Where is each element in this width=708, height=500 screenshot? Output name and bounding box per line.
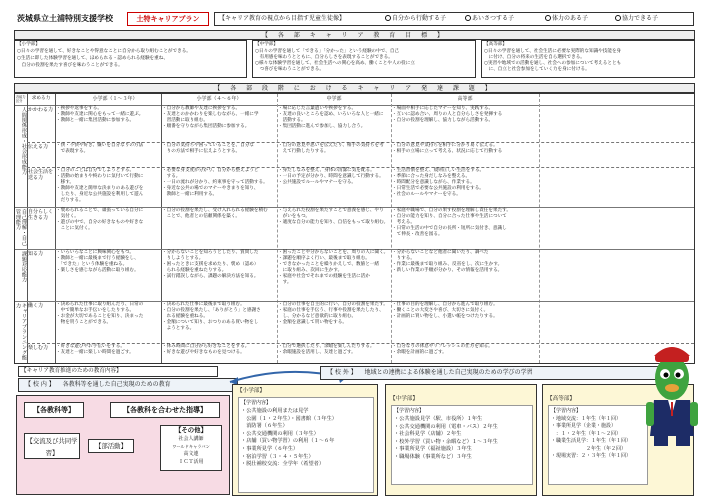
high-school-out-list <box>551 416 631 460</box>
ability-label: 知る力 <box>28 251 44 257</box>
task-line: ・与えられた役割を果たすことで意義を感じ、やり <box>278 208 384 213</box>
career-tasks-title: 【 各 部 段 階 に お け る キ ャ リ ア 発 達 課 題 】 <box>14 83 695 93</box>
task-line: ・相手の立場に立って考える、状況に応じて行動する <box>392 149 503 155</box>
task-line: ・自分の役割を理解し、協力しながら活動する。 <box>392 118 494 124</box>
task-line: ・自分のことは自分でしようとする。 <box>56 168 135 173</box>
task-line: 考える。 <box>392 220 415 226</box>
elementary-goal-title: 【小学部】 <box>17 42 40 47</box>
task-line: ・仕事の目的を理解し、自分から進んで取り組む。 <box>392 302 498 307</box>
task-line: ・計画的に買い物をし、小遣い帳をつけたりする。 <box>392 314 498 320</box>
combined-instruction-box: 【各教科を合わせた指導】 <box>110 402 220 418</box>
junior-high-goal-line: 有用感を味わうとともに、自分らしさを表現することができる。 <box>255 55 393 60</box>
category-label: 人間関係形成・社会形成能力 <box>21 107 27 175</box>
student-vision-box <box>214 12 694 26</box>
goal-2: あいさつする子 <box>465 15 514 23</box>
task-cell <box>278 143 390 166</box>
task-line: ・公共施設でルールやマナーを守る。 <box>278 180 357 186</box>
task-cell <box>392 250 538 300</box>
task-cell <box>56 208 160 248</box>
task-line: で表現する。 <box>56 149 89 155</box>
ability-label: 伝える力 <box>28 144 49 150</box>
task-line: ・場面や相手に応じたマナーを知り、実践する。 <box>392 106 494 111</box>
junior-high-goal-line: ○様々な体験学習を通して、社会生活への関心を高め、働くことや人の役に立 <box>255 61 415 66</box>
elementary-out-content <box>238 397 374 493</box>
education-content-title: 【キャリア教育推進のための教育内容】 <box>18 366 218 377</box>
task-line: りしようとする。 <box>162 256 204 262</box>
content-item: ２年生（年２回） <box>551 445 627 452</box>
content-item: ：１・２年生（年１～２回） <box>551 430 622 437</box>
other-item: 高文連 <box>183 451 199 457</box>
ability-label: 働く力 <box>28 303 44 309</box>
content-item: ・社会科見学（店舗）２年生 <box>394 431 462 438</box>
task-line: に取り組み、次回に生かす。 <box>278 268 343 274</box>
goal-4: 協力できる子 <box>615 15 658 23</box>
task-cell <box>56 106 160 141</box>
elementary-goal-line: ○生活に即した体験学習を通して、ほめられる・認められる経験を重ね、 <box>17 56 168 61</box>
high-school-goal-title: 【高等部】 <box>484 42 507 47</box>
task-line: 中で簡単なお手伝いをしたりする。 <box>56 308 135 314</box>
task-line: ・働くことの大変さや喜び、大切さに気付く。 <box>392 308 489 314</box>
task-cell <box>392 302 538 342</box>
task-line: ・自分から教師や友達に挨拶をする。 <box>162 106 241 111</box>
task-line: す。 <box>278 280 292 286</box>
task-line: ・友達の良いところを認め、いろいろな人と一緒に <box>278 112 384 118</box>
task-cell <box>392 344 538 362</box>
column-divider <box>27 94 28 363</box>
task-cell <box>162 250 276 300</box>
high-school-goal-line: に、自立と社会参加をしていく力を身に付ける。 <box>484 67 590 72</box>
in-school-desc: 各教科等を通した自己実現のための教育 <box>62 381 171 388</box>
task-line: れる経験を重ねる。 <box>162 314 208 320</box>
mascot-illustration <box>640 340 704 452</box>
task-line: ・季節に合った身だしなみを整える。 <box>392 174 471 180</box>
content-item: ・脱仕補校交流：全学年（希望者） <box>241 461 325 468</box>
task-line: えて行動したりする。 <box>278 149 329 155</box>
task-line: ・快・不快や好き、嫌いを自分なりの方法 <box>56 143 144 148</box>
task-line: ・活動の始まりや終わりに気付いて行動に <box>56 174 144 180</box>
task-line: 気付く。 <box>56 214 79 220</box>
task-cell <box>162 208 276 248</box>
task-line: ・褒められることで、頑張っている自分に <box>56 208 144 213</box>
task-line: ・楽しさを感じながら活動に取り組む。 <box>56 268 139 274</box>
task-cell <box>162 302 276 342</box>
content-item: ・職業生活見学：１年生（年１回） <box>551 438 632 445</box>
task-line: て伸長・改善を図る。 <box>392 232 443 238</box>
career-goals-title: 【 各 部 キ ャ リ ア 教 育 目 標 】 <box>14 30 695 40</box>
grade-header: 高等部 <box>457 96 473 102</box>
content-item: ・校外学習（買い物・余暇など）１～３年生 <box>394 438 498 445</box>
task-line: ・日常生活で必要な公共施設の利用をする。 <box>392 186 484 192</box>
task-cell <box>278 302 390 342</box>
high-school-out-head: 【学習内容】 <box>551 408 582 414</box>
task-cell <box>278 208 390 248</box>
task-line: ・順番を守りながら集団活動に参加する。 <box>162 124 250 130</box>
task-line: ・自分の意見や思いを伝えたり、相手の気持ちを考 <box>278 143 384 148</box>
junior-high-out-panel <box>385 384 537 496</box>
task-cell <box>162 143 276 166</box>
task-line: ・好きな遊びや好きなものを見つける。 <box>162 350 245 356</box>
content-item: 消防署（６年生） <box>241 423 288 430</box>
task-line: ことに気付く。 <box>56 226 93 232</box>
ability-header: 求める力 <box>31 96 51 101</box>
task-line: りの方法で相手に伝えようとする。 <box>162 149 241 155</box>
task-line: ・自分の気持ちや困っていることを、自分な <box>162 143 254 148</box>
ability-label: 楽しむ力 <box>28 345 49 351</box>
task-line: ・生活習慣を整え、規則正しい生活をする。 <box>392 168 485 173</box>
task-line: ・決められた仕事に取り組んだり、日常の <box>56 302 144 307</box>
task-line: ・分からないことを知ろうとしたり、質問した <box>162 250 259 255</box>
task-cell <box>278 106 390 141</box>
task-line: ・困ったときに支援を求めたり、褒め（認め） <box>162 262 259 268</box>
task-line: ・試行錯誤しながら、課題の解決方法を知る。 <box>162 274 259 280</box>
content-item: 公園（１・２年生）・図書館（３年生） <box>241 415 337 422</box>
content-item: ・宿泊学習（３・４・５年生） <box>241 453 314 460</box>
career-plan-badge: 土特キャリアプラン <box>127 12 209 26</box>
task-line: ・家庭や職場で、自分の果す役割を理解し責任を果たす。 <box>392 208 511 213</box>
high-school-out-title: 【高等部】 <box>547 396 575 402</box>
goal-1: 自分から行動する子 <box>385 15 446 23</box>
junior-high-out-list <box>394 416 498 462</box>
grade-header: 小学部（１～３年） <box>92 96 138 102</box>
task-line: ことで、他者との信頼関係を築く。 <box>162 214 240 220</box>
task-cell <box>162 168 276 206</box>
task-line: ・余暇を計画的に過ごす。 <box>392 350 447 356</box>
task-line: ・自分なりの休息やリフレッシュの仕方を知る。 <box>392 344 493 349</box>
elementary-goal-line: 自分の役割を果たす喜びを味わうことができる。 <box>17 63 123 68</box>
in-school-label: 【 校 内 】 <box>25 381 55 388</box>
task-line: ・金額について知り、おつりのある買い物をし <box>162 320 259 326</box>
task-line: ・お金が大切であることを知り、決まった <box>56 314 144 320</box>
task-line: ・自分の意見や気持ちを相手に分かり易く伝える。 <box>392 143 498 148</box>
task-line: ・作業に最後まで取り組み、反省をし、次に生かす。 <box>392 262 503 268</box>
task-line: ・一日の流れが分かり、約束事を守って活動する。 <box>162 180 268 186</box>
content-item: ・現場実習：２・３年生（年１回） <box>551 453 632 460</box>
task-line: ・金額を意識して買い物をする。 <box>278 320 347 326</box>
task-line: がいをもつ。 <box>278 214 310 220</box>
task-line: ・時間配分を意識しながら、作業する。 <box>392 180 475 186</box>
high-school-goal-box <box>481 40 695 78</box>
task-cell <box>278 168 390 206</box>
high-school-goal-line: ○実習や地域での活動を通し、社会への参加について考えるととも <box>484 61 622 66</box>
task-line: ・新しい作業の手順が分かり、その情報を活用する。 <box>392 268 503 274</box>
content-item: ・店舗（買い物学習）の利用（１～６年 <box>241 438 335 445</box>
content-item: ・事業所見学（企業・施設） <box>551 423 617 430</box>
school-name: 茨城県立土浦特別支援学校 <box>17 14 113 23</box>
category-label: 自己理解・自己管理能力 <box>15 209 27 246</box>
content-item: ・公共交通機関の利用（３年生） <box>241 430 319 437</box>
elementary-out-panel <box>232 384 378 496</box>
high-school-goal-line: ○日々の学習を通して、社会生活に必要な実際的な知識や技能を身 <box>484 49 622 54</box>
junior-high-goal-box <box>252 40 476 78</box>
task-line: ・自分の役割を果たし、「ありがとう」と感謝さ <box>162 308 261 314</box>
content-item: ・事業所見学（６年生） <box>241 445 299 452</box>
task-line: ・家庭の仕事を手伝う、行事や役割を果たしたり、 <box>278 308 384 314</box>
out-school-banner <box>320 366 660 380</box>
other-item: ワールドキャラバン <box>172 444 210 449</box>
task-cell <box>162 106 276 141</box>
task-line: ・自分の能力を知り、自分に合った仕事や生活について <box>392 214 507 220</box>
ability-label: 社会生活を送る力 <box>28 169 54 181</box>
subjects-box: 【各教科等】 <box>24 402 84 418</box>
student-vision-title: 【キャリア教育の視点から目指す児童生徒像】 <box>219 15 346 22</box>
task-line: する。 <box>162 174 181 180</box>
task-line: ・身だしなみを整え、身体の清潔に気を配る。 <box>278 168 375 173</box>
other-item: ＩＣＴ活用 <box>178 459 204 465</box>
out-school-desc: 地域との連携による体験を通した自己実現のための学びの学習 <box>364 369 533 376</box>
task-line: ・適度な自分の能力を知り、自信をもって取り組む。 <box>278 220 389 226</box>
task-cell <box>56 344 160 362</box>
task-line: ・教師と一緒に最後まで行う経験をし、 <box>56 256 139 262</box>
circle-icon <box>385 15 391 21</box>
task-line: ・自分の仕事を自主的に行い、自分の役割を果たす。 <box>278 302 388 307</box>
task-line: ・家庭や社会でそれまでの経験を生活に活か <box>278 274 370 280</box>
category-label: キャリアプランニング能力 <box>15 303 27 361</box>
grade-header: 小学部（４～６年） <box>196 96 242 102</box>
task-line: だりする。 <box>56 198 84 204</box>
career-task-table <box>14 93 695 364</box>
in-school-banner <box>18 378 238 392</box>
task-cell <box>392 143 538 166</box>
content-item: ・事業所見学（福祉施設）３年生 <box>394 446 472 453</box>
task-line: ・遊びの中で、自分の好きなものや好きな <box>56 220 144 226</box>
task-line: ・友達と一緒に楽しい時間を過ごす。 <box>56 350 134 356</box>
high-school-out-content <box>548 405 648 485</box>
task-line: ようとする。 <box>162 326 195 332</box>
task-line: ・社会のルールやマナーを守る。 <box>392 192 461 198</box>
task-line: 移す。 <box>56 180 75 186</box>
task-line: ・集団活動に進んで参加し、協力し合う。 <box>278 124 366 130</box>
goal-3: 体力のある子 <box>545 15 588 23</box>
task-line: ・教師と一緒に集団活動に参加する。 <box>56 118 135 124</box>
task-line: られる経験を重ねたりする。 <box>162 268 227 274</box>
junior-high-goal-title: 【中学部】 <box>255 42 278 47</box>
junior-high-goal-line: ○日々の学習を通して「できる」「分かった」という経験の中で、自己 <box>255 49 400 54</box>
task-cell <box>162 344 276 362</box>
junior-high-out-content <box>391 405 533 485</box>
task-line: ・互いに認め合い、周りの人と自分らしさを発揮する <box>392 112 503 118</box>
club-box: 【部活動】 <box>88 439 134 453</box>
corner-label: 各能力区分 <box>16 95 26 103</box>
elementary-out-list <box>241 408 337 469</box>
task-line: ・できなかったことを繰りかえしで、数値と一緒 <box>278 262 379 268</box>
elementary-out-title: 【小学部】 <box>237 388 265 394</box>
task-line: ・身近な公共の場でのマナーやきまりを知り、 <box>162 186 259 192</box>
ability-label: かかわる力 <box>28 107 54 113</box>
task-line: ・必要な身支度が分かり、自分から整えようと <box>162 168 259 173</box>
task-cell <box>278 344 390 362</box>
task-cell <box>56 143 160 166</box>
task-line: ・教師や友達と簡単な決まりのある遊びを <box>56 186 144 192</box>
content-item: ・公共施設見学（駅、市役所）１年生 <box>394 416 483 422</box>
task-line: し、分かるなど意欲的に取り組む。 <box>278 314 357 320</box>
high-school-goal-line: に付け、自分の将来の生活を自ら選択できる。 <box>484 55 585 60</box>
task-line: ・一日の予定が分かり、時間を意識して行動する。 <box>278 174 384 180</box>
task-line: ・いろいろなことに興味関心をもつ。 <box>56 250 134 255</box>
task-line: ・好きな遊びやお手伝いをする。 <box>56 344 125 349</box>
exchange-box: 【交流及び共同学習】 <box>24 433 80 459</box>
task-line: 習活動に取り組む。 <box>162 118 208 124</box>
task-line: ・友達とのかかわりを楽しむながら、一緒に学 <box>162 112 259 118</box>
task-cell <box>392 168 538 206</box>
task-line: 活動する。 <box>278 118 306 124</box>
task-cell <box>392 106 538 141</box>
junior-high-goal-line: つ喜びを味わうことができる。 <box>255 67 324 72</box>
task-cell <box>56 302 160 342</box>
task-line: りする。 <box>392 256 415 262</box>
elementary-goal-line: ○日々の学習を通して、好きなことや得意なことに自分から取り組むことができる。 <box>17 49 191 54</box>
task-line: したり、身近な公共施設を利用して遊ん <box>56 192 144 198</box>
task-line: ・決められた仕事に最後まで取り組む。 <box>162 302 245 307</box>
circle-icon <box>465 15 471 21</box>
task-line: 「できた」という体験を重ねる。 <box>56 262 128 268</box>
ability-label: 自分らしく生きる力 <box>28 209 54 221</box>
content-item: ・地域交流：１年生（年１回） <box>551 416 622 422</box>
elementary-goal-box <box>14 40 247 78</box>
column-divider <box>539 94 540 363</box>
task-line: ・困ったことや分からないことを、周りの人に聞く。 <box>278 250 389 255</box>
task-line: ・余暇施設を活用し、友達と過ごす。 <box>278 350 356 356</box>
content-item: ・職場体験（事業所など）３年生 <box>394 453 472 460</box>
junior-high-out-title: 【中学部】 <box>390 396 418 402</box>
other-item: 社会人講師 <box>178 436 204 442</box>
task-line: ・教師や友達に関心をもって一緒に遊ぶ。 <box>56 112 144 118</box>
task-cell <box>56 250 160 300</box>
content-item: ・公共交通機関の利用（電車・バス）２年生 <box>394 423 498 430</box>
content-item: ・公共施設の利用または見学 <box>241 408 309 414</box>
task-line: ・自分で選択したり、余暇を楽しんだりする。 <box>278 344 375 349</box>
task-line: ・休み時間に自分から好きなことをする。 <box>162 344 250 349</box>
elementary-out-head: 【学習内容】 <box>241 400 272 406</box>
grade-header: 中学部 <box>326 96 342 102</box>
circle-icon <box>545 15 551 21</box>
task-line: ・分からないことなど他者に聞いたり、調べた <box>392 250 489 255</box>
task-line: 教師と一緒に利用する。 <box>162 192 218 198</box>
task-line: ・場に応じた言葉遣いや挨拶をする。 <box>278 106 357 111</box>
task-cell <box>278 250 390 300</box>
task-line: ・課題を順序よく行い、最後まで取り組む。 <box>278 256 370 262</box>
out-school-label: 【 校 外 】 <box>327 369 357 376</box>
task-line: ・挨拶や返事をする。 <box>56 106 102 111</box>
other-title: 【その他】 <box>175 426 207 434</box>
task-cell <box>392 208 538 248</box>
junior-high-out-head: 【学習内容】 <box>394 408 425 414</box>
task-line: ・自分の役割を果たし、受け入れられる経験を積む <box>162 208 268 213</box>
circle-icon <box>615 15 621 21</box>
task-line: ・日常の生活の中で自分の長所・短所に気付き、意識し <box>392 226 507 232</box>
task-cell <box>56 168 160 206</box>
category-label: 課題対応能力 <box>21 251 27 283</box>
other-box <box>160 425 222 471</box>
task-line: 物を買うことができる。 <box>56 320 112 326</box>
